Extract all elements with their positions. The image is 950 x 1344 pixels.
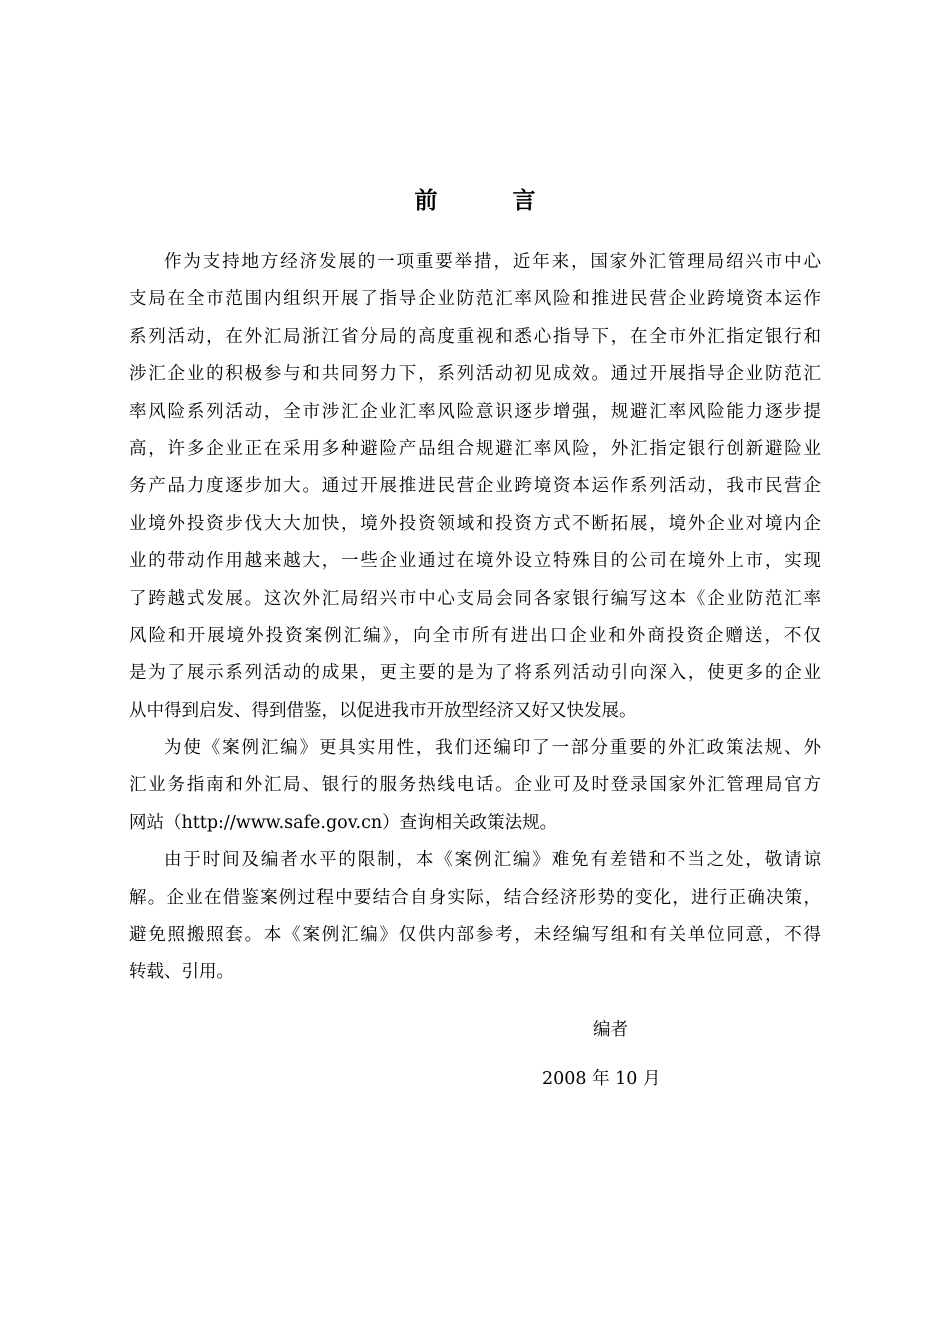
paragraph-1-line-4: 涉汇企业的积极参与和共同努力下，系列活动初见成效。通过开展指导企业防范汇 — [129, 364, 821, 385]
paragraph-1-line-5: 率风险系列活动，全市涉汇企业汇率风险意识逐步增强，规避汇率风险能力逐步提 — [129, 401, 821, 422]
paragraph-2-line-3: 网站（http://www.safe.gov.cn）查询相关政策法规。 — [129, 812, 558, 833]
paragraph-2-line-1: 为使《案例汇编》更具实用性，我们还编印了一部分重要的外汇政策法规、外 — [164, 738, 821, 759]
paragraph-3-line-2: 解。企业在借鉴案例过程中要结合自身实际，结合经济形势的变化，进行正确决策， — [129, 887, 821, 908]
paragraph-3-line-1: 由于时间及编者水平的限制，本《案例汇编》难免有差错和不当之处，敬请谅 — [164, 850, 821, 871]
paragraph-1-line-13: 从中得到启发、得到借鉴，以促进我市开放型经济又好又快发展。 — [129, 700, 637, 721]
paragraph-1-line-9: 业的带动作用越来越大，一些企业通过在境外设立特殊目的公司在境外上市，实现 — [129, 551, 821, 572]
paragraph-1-line-6: 高，许多企业正在采用多种避险产品组合规避汇率风险，外汇指定银行创新避险业 — [129, 438, 821, 459]
paragraph-1-line-7: 务产品力度逐步加大。通过开展推进民营企业跨境资本运作系列活动，我市民营企 — [129, 476, 821, 497]
preface-body — [129, 244, 821, 992]
paragraph-1-line-12: 是为了展示系列活动的成果，更主要的是为了将系列活动引向深入，使更多的企业 — [129, 663, 821, 684]
paragraph-3-line-4: 转载、引用。 — [129, 962, 234, 983]
paragraph-1-line-8: 业境外投资步伐大大加快，境外投资领域和投资方式不断拓展，境外企业对境内企 — [129, 513, 821, 534]
paragraph-1-line-2: 支局在全市范围内组织开展了指导企业防范汇率风险和推进民营企业跨境资本运作 — [129, 289, 821, 310]
signature-editor: 编者 — [593, 1020, 628, 1040]
signature-date: 2008 年 10 月 — [542, 1069, 661, 1089]
paragraph-2-line-2: 汇业务指南和外汇局、银行的服务热线电话。企业可及时登录国家外汇管理局官方 — [129, 775, 821, 796]
page-title: 前 言 — [414, 188, 562, 214]
paragraph-3-line-3: 避免照搬照套。本《案例汇编》仅供内部参考，未经编写组和有关单位同意，不得 — [129, 925, 821, 946]
paragraph-1-line-3: 系列活动，在外汇局浙江省分局的高度重视和悉心指导下，在全市外汇指定银行和 — [129, 326, 821, 347]
paragraph-1-line-1: 作为支持地方经济发展的一项重要举措，近年来，国家外汇管理局绍兴市中心 — [164, 252, 821, 272]
paragraph-1-line-10: 了跨越式发展。这次外汇局绍兴市中心支局会同各家银行编写这本《企业防范汇率 — [129, 588, 821, 609]
paragraph-1-line-11: 风险和开展境外投资案例汇编》，向全市所有进出口企业和外商投资企赠送，不仅 — [129, 625, 821, 646]
